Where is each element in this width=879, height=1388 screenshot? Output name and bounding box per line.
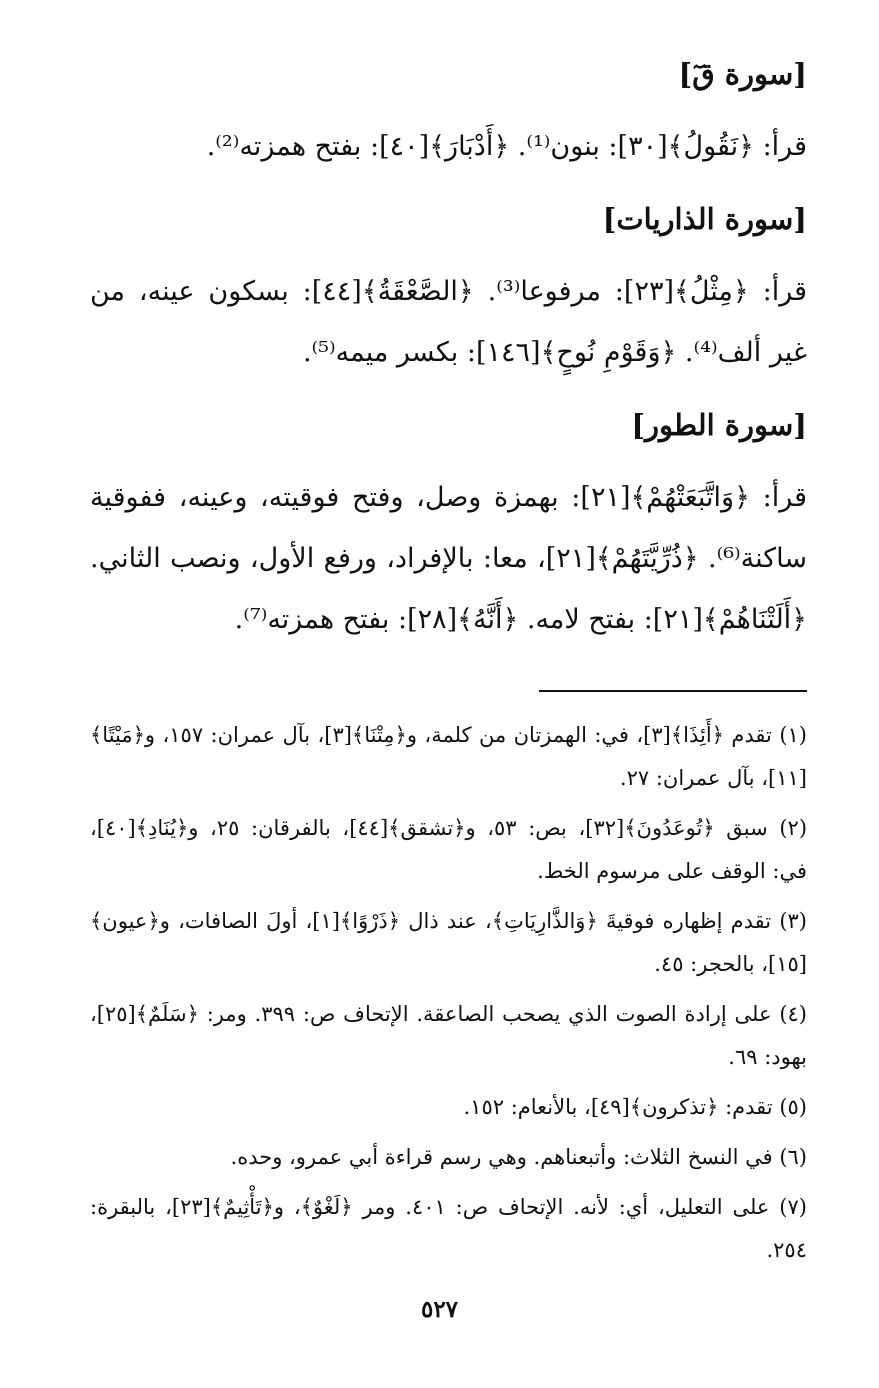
footnote-divider xyxy=(539,690,807,692)
surah-dhariyat-paragraph: قرأ: ﴿مِثْلُ﴾[٢٣]: مرفوعا⁽³⁾. ﴿الصَّعْقَةُ﴾[٤٤]: بسكون عينه، من غير ألف⁽⁴⁾. ﴿وَقَوْمِ نُوحٍ﴾[١٤٦]: بكسر ميمه⁽⁵⁾. xyxy=(90,276,808,368)
surah-qaf-paragraph: قرأ: ﴿نَقُولُ﴾[٣٠]: بنون⁽¹⁾. ﴿أَدْبَارَ﴾[٤٠]: بفتح همزته⁽²⁾. xyxy=(206,131,807,162)
footnote-1: (١) تقدم ﴿أَئِذَا﴾[٣]، في: الهمزتان من كلمة، و﴿مِتْنَا﴾[٣]، بآل عمران: ١٥٧، و﴿مَيْتًا﴾[١١]، بآل عمران: ٢٧. xyxy=(90,723,807,790)
surah-qaf-heading: [سورة قٓ] xyxy=(678,57,807,91)
footnote-2: (٢) سبق ﴿تُوعَدُونَ﴾[٣٢]، بص: ٥٣، و﴿تشقق﴾[٤٤]، بالفرقان: ٢٥، و﴿يُنَادِ﴾[٤٠]، في: الوقف على مرسوم الخط. xyxy=(90,816,808,883)
surah-tur-paragraph: قرأ: ﴿وَاتَّبَعَتْهُمْ﴾[٢١]: بهمزة وصل، وفتح فوقيته، وعينه، ففوقية ساكنة⁽⁶⁾. ﴿ذُرِّيَّتَهُمْ﴾[٢١]، معا: بالإفراد، ورفع الأول، ونصب الثاني. ﴿أَلَتْنَاهُمْ﴾[٢١]: بفتح لامه. ﴿أَنَّهُ﴾[٢٨]: بفتح همزته⁽⁷⁾. xyxy=(90,482,808,635)
surah-dhariyat-heading: [سورة الذاريات] xyxy=(602,202,807,236)
footnotes xyxy=(90,714,807,1272)
footnote-7: (٧) على التعليل، أي: لأنه. الإتحاف ص: ٤٠١. ومر ﴿لَغْوٌ﴾، و﴿تَأْثِيمٌ﴾[٢٣]، بالبقرة: ٢٥٤. xyxy=(90,1195,807,1262)
footnote-4: (٤) على إرادة الصوت الذي يصحب الصاعقة. الإتحاف ص: ٣٩٩. ومر: ﴿سَلَمٌ﴾[٢٥]، بهود: ٦٩. xyxy=(90,1002,807,1069)
footnote-3: (٣) تقدم إظهاره فوقيةَ ﴿وَالذَّارِيَاتِ﴾، عند ذال ﴿ذَرْوًا﴾[١]، أولَ الصافات، و﴿عيون﴾[١٥]، بالحجر: ٤٥. xyxy=(90,909,807,976)
footnote-6: (٦) في النسخ الثلاث: وأتبعناهم. وهي رسم قراءة أبي عمرو، وحده. xyxy=(230,1145,807,1169)
footnote-5: (٥) تقدم: ﴿تذكرون﴾[٤٩]، بالأنعام: ١٥٢. xyxy=(463,1095,807,1119)
page-number: ٥٢٧ xyxy=(420,1296,459,1323)
surah-tur-heading: [سورة الطور] xyxy=(631,408,807,442)
